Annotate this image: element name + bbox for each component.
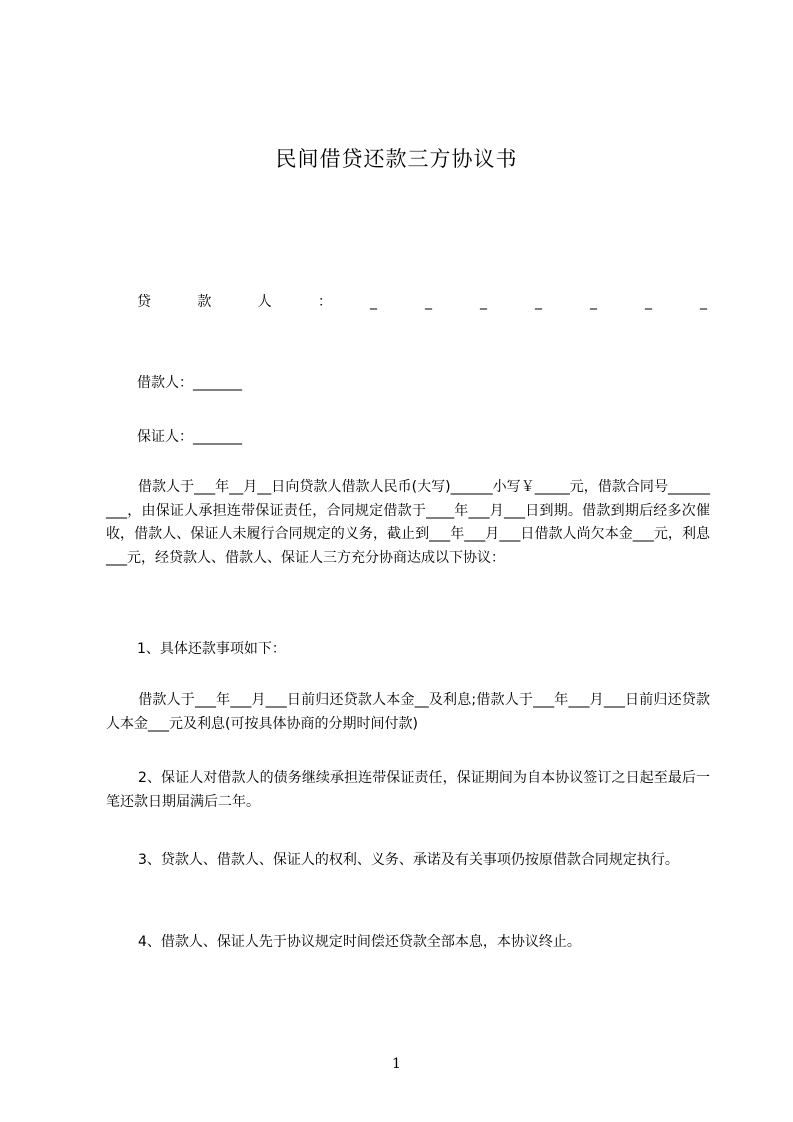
guarantor-line: 保证人：_______ bbox=[137, 429, 242, 445]
intro-paragraph bbox=[106, 476, 710, 570]
item2-text: 2、保证人对借款人的债务继续承担连带保证责任，保证期间为自本协议签订之日起至最后一笔还款日期届满后二年。 bbox=[106, 770, 710, 810]
blank-char: _ bbox=[370, 294, 377, 310]
lender-label-char: 贷 bbox=[137, 294, 151, 310]
item3-paragraph bbox=[106, 849, 710, 873]
lender-label-char: ： bbox=[317, 294, 332, 310]
item1-body-text: 借款人于___年___月___日前归还贷款人本金__及利息;借款人于___年___月___日前归还贷款人本金___元及利息(可按具体协商的分期时间付款) bbox=[106, 692, 710, 732]
item1-body bbox=[106, 689, 710, 736]
blank-char: _ bbox=[590, 294, 597, 310]
lender-blank bbox=[332, 294, 707, 310]
blank-char: _ bbox=[535, 294, 542, 310]
blank-char: _ bbox=[700, 294, 707, 310]
document-title: 民间借贷还款三方协议书 bbox=[275, 147, 518, 171]
item2-paragraph bbox=[106, 767, 710, 814]
item4-text: 4、借款人、保证人先于协议规定时间偿还贷款全部本息，本协议终止。 bbox=[138, 934, 581, 950]
borrower-line: 借款人：_______ bbox=[137, 375, 242, 391]
lender-label-char: 款 bbox=[197, 294, 212, 310]
item1-heading: 1、具体还款事项如下： bbox=[137, 641, 286, 657]
item4-paragraph bbox=[106, 931, 710, 955]
item3-text: 3、贷款人、借款人、保证人的权利、义务、承诺及有关事项仍按原借款合同规定执行。 bbox=[138, 852, 679, 868]
blank-char: _ bbox=[645, 294, 652, 310]
lender-label-char: 人 bbox=[257, 294, 272, 310]
blank-char: _ bbox=[425, 294, 432, 310]
intro-text: 借款人于___年__月__日向贷款人借款人民币(大写)______小写￥_____元，借款合同号_________，由保证人承担连带保证责任，合同规定借款于____年___月___日到期。借款到期后经多次催收，借款人、保证人未履行合同规定的义务，截止到___年___月___日借款人尚欠本金___元，利息___元，经贷款人、借款人、保证人三方充分协商达成以下协议： bbox=[106, 479, 710, 566]
blank-char: _ bbox=[480, 294, 487, 310]
lender-label bbox=[137, 291, 332, 311]
page-number: 1 bbox=[392, 1056, 401, 1072]
lender-line bbox=[137, 291, 707, 311]
